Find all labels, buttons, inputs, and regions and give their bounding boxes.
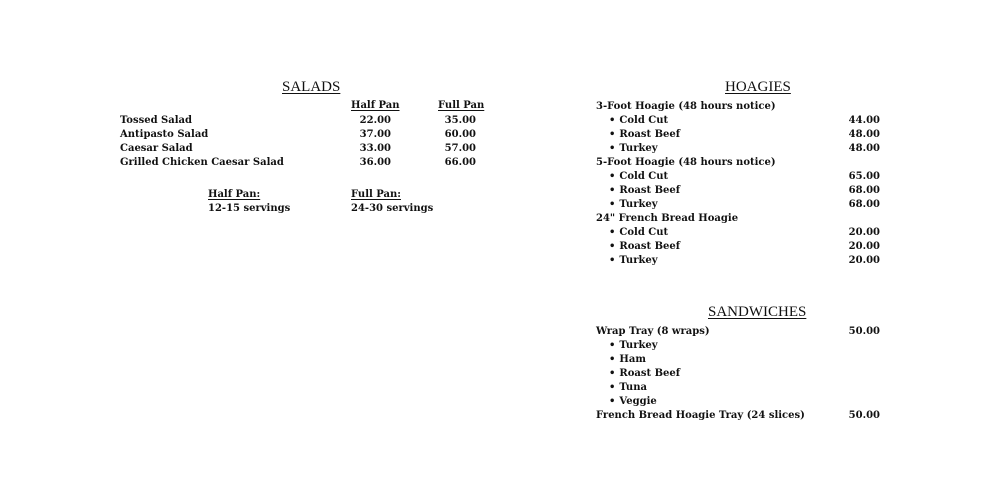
salads-half-pan-header: Half Pan	[351, 100, 400, 111]
salad-item-half-price: 37.00	[359, 129, 391, 140]
salads-heading: SALADS	[282, 79, 341, 95]
hoagie-item-name: • Roast Beef	[609, 128, 680, 142]
salad-item-name: Tossed Salad	[120, 115, 193, 126]
french-bread-tray-price: 50.00	[848, 410, 880, 421]
french-bread-tray-title: French Bread Hoagie Tray (24 slices)	[596, 410, 805, 421]
wrap-option: • Ham	[609, 353, 646, 367]
salad-item-half-price: 33.00	[359, 143, 391, 154]
salad-item-full-price: 66.00	[444, 157, 476, 168]
salad-item-name: Caesar Salad	[120, 143, 193, 154]
hoagie-item-price: 20.00	[848, 255, 880, 266]
hoagie-item-price: 48.00	[848, 143, 880, 154]
hoagie-item-price: 68.00	[848, 199, 880, 210]
salad-item-half-price: 22.00	[359, 115, 391, 126]
hoagie-group-title: 3-Foot Hoagie (48 hours notice)	[596, 101, 776, 112]
full-pan-note-label: Full Pan:	[351, 189, 401, 200]
hoagie-item-price: 68.00	[848, 185, 880, 196]
hoagies-heading: HOAGIES	[725, 79, 791, 95]
wrap-option: • Turkey	[609, 339, 658, 353]
wrap-tray-price: 50.00	[848, 326, 880, 337]
wrap-option: • Tuna	[609, 381, 647, 395]
salad-item-full-price: 57.00	[444, 143, 476, 154]
salad-item-name: Antipasto Salad	[120, 129, 209, 140]
hoagie-item-price: 20.00	[848, 227, 880, 238]
salad-item-name: Grilled Chicken Caesar Salad	[120, 157, 284, 168]
hoagie-item-price: 48.00	[848, 129, 880, 140]
wrap-option: • Roast Beef	[609, 367, 680, 381]
salad-item-half-price: 36.00	[359, 157, 391, 168]
salad-item-full-price: 60.00	[444, 129, 476, 140]
wrap-option: • Veggie	[609, 395, 657, 409]
hoagie-item-name: • Cold Cut	[609, 114, 668, 128]
hoagie-item-name: • Turkey	[609, 254, 658, 268]
hoagie-item-price: 65.00	[848, 171, 880, 182]
half-pan-note-label: Half Pan:	[208, 189, 261, 200]
salad-item-full-price: 35.00	[444, 115, 476, 126]
sandwiches-heading: SANDWICHES	[708, 304, 807, 320]
hoagie-group-title: 5-Foot Hoagie (48 hours notice)	[596, 157, 776, 168]
hoagie-item-name: • Roast Beef	[609, 240, 680, 254]
wrap-tray-title: Wrap Tray (8 wraps)	[596, 326, 710, 337]
hoagie-item-name: • Roast Beef	[609, 184, 680, 198]
hoagie-group-title: 24" French Bread Hoagie	[596, 213, 739, 224]
hoagie-item-name: • Cold Cut	[609, 226, 668, 240]
salads-full-pan-header: Full Pan	[438, 100, 485, 111]
hoagie-item-price: 44.00	[848, 115, 880, 126]
hoagie-item-name: • Cold Cut	[609, 170, 668, 184]
full-pan-servings: 24-30 servings	[351, 203, 434, 214]
hoagie-item-price: 20.00	[848, 241, 880, 252]
hoagie-item-name: • Turkey	[609, 198, 658, 212]
half-pan-servings: 12-15 servings	[208, 203, 291, 214]
hoagie-item-name: • Turkey	[609, 142, 658, 156]
